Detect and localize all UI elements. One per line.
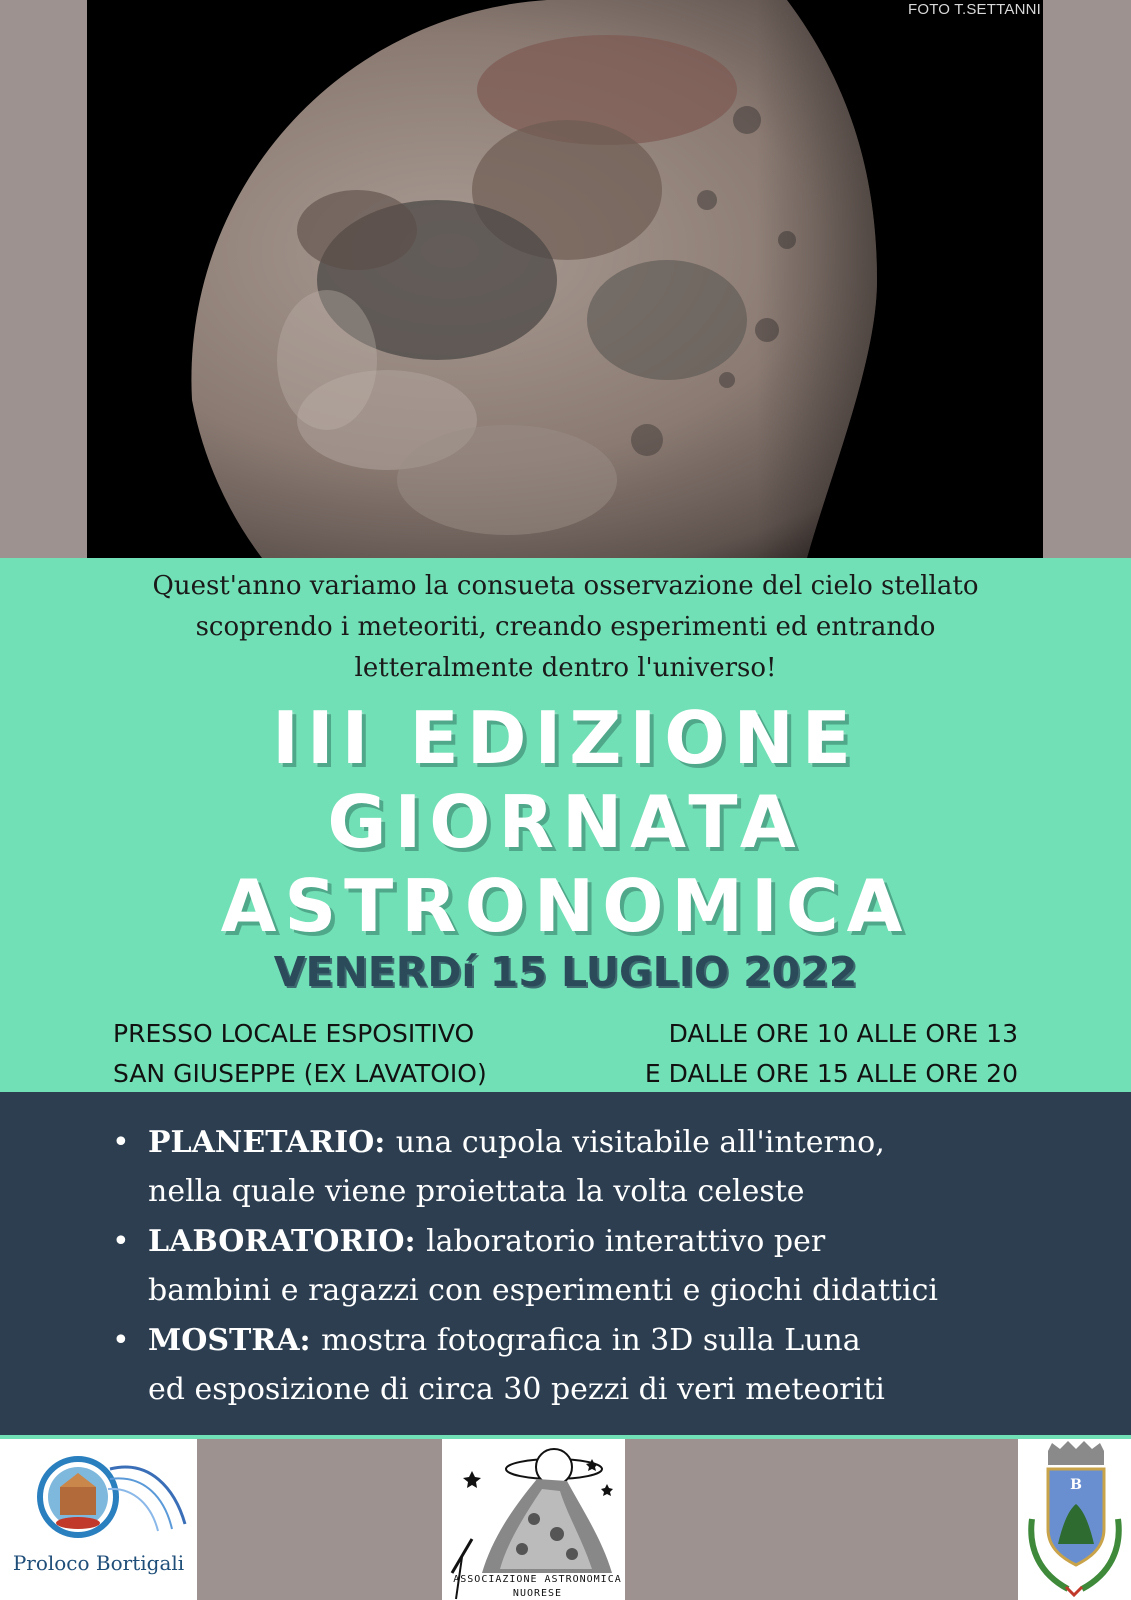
headline-line: III EDIZIONE (272, 696, 859, 780)
location-line: SAN GIUSEPPE (EX LAVATOIO) (113, 1059, 487, 1088)
activities-list (112, 1118, 1122, 1415)
crest-letter: B (1070, 1477, 1082, 1493)
event-location (113, 1014, 487, 1094)
right-gray-band (1043, 0, 1131, 558)
event-hours (645, 1014, 1018, 1094)
activity-desc-2: nella quale viene proiettata la volta celeste (148, 1174, 805, 1209)
activity-desc-1: una cupola visitabile all'interno, (395, 1125, 885, 1160)
intro-line: letteralmente dentro l'universo! (354, 653, 777, 683)
activity-desc-1: laboratorio interattivo per (426, 1224, 826, 1259)
hours-line: E DALLE ORE 15 ALLE ORE 20 (644, 1059, 1018, 1088)
activity-desc-1: mostra fotografica in 3D sulla Luna (321, 1323, 861, 1358)
bullet-icon: • (112, 1125, 130, 1160)
activity-title: MOSTRA: (148, 1323, 322, 1358)
activity-laboratorio (112, 1217, 1122, 1315)
intro-line: Quest'anno variamo la consueta osservazione del cielo stellato (152, 571, 979, 601)
headline-line: ASTRONOMICA (220, 864, 911, 948)
location-line: PRESSO LOCALE ESPOSITIVO (113, 1019, 475, 1048)
activities-section (0, 1092, 1131, 1435)
left-gray-band (0, 0, 87, 558)
photo-credit: FOTO T.SETTANNI (907, 1, 1041, 18)
association-line: NUORESE (512, 1588, 563, 1599)
association-line: ASSOCIAZIONE ASTRONOMICA (453, 1574, 622, 1585)
activity-mostra (112, 1316, 1122, 1414)
intro-text (0, 566, 1131, 689)
proloco-name: Proloco Bortigali (12, 1551, 185, 1575)
association-name (450, 1573, 625, 1600)
activity-title: PLANETARIO: (148, 1125, 396, 1160)
bullet-icon: • (112, 1224, 130, 1259)
sponsor-logos (0, 1439, 1131, 1600)
hours-line: DALLE ORE 10 ALLE ORE 13 (668, 1019, 1018, 1048)
intro-line: scoprendo i meteoriti, creando esperimenti ed entrando (195, 612, 936, 642)
proloco-emblem-icon (0, 1439, 197, 1549)
activity-desc-2: ed esposizione di circa 30 pezzi di veri meteoriti (148, 1372, 885, 1407)
moon-image (87, 0, 1043, 558)
headline-line: GIORNATA (327, 780, 804, 864)
bullet-icon: • (112, 1323, 130, 1358)
coat-of-arms-icon (1018, 1439, 1131, 1600)
event-info-section (0, 558, 1131, 1092)
association-logo (442, 1439, 625, 1600)
activity-desc-2: bambini e ragazzi con esperimenti e giochi didattici (148, 1273, 939, 1308)
event-headline (0, 696, 1131, 948)
activity-title: LABORATORIO: (148, 1224, 427, 1259)
activity-planetario (112, 1118, 1122, 1216)
municipality-crest (1018, 1439, 1131, 1600)
proloco-logo (0, 1439, 197, 1600)
event-date: VENERDí 15 LUGLIO 2022 (273, 948, 858, 996)
moon-photo (87, 0, 1043, 558)
